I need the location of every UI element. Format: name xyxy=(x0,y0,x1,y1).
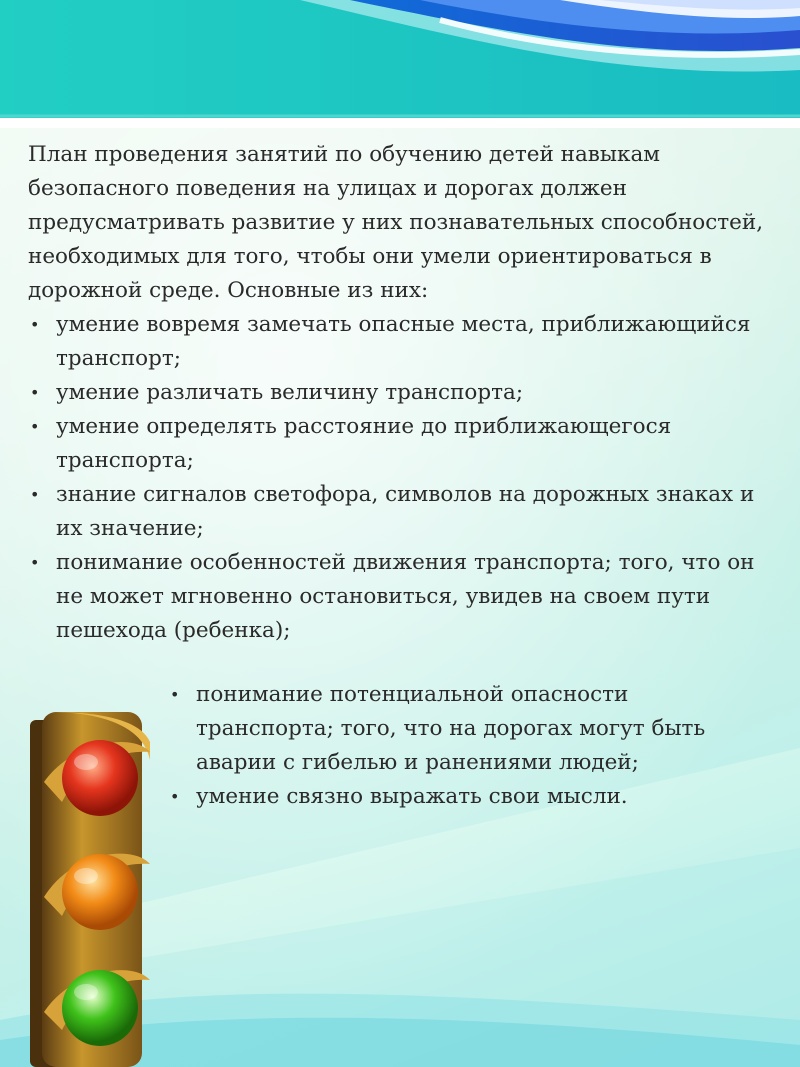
list-item: • умение определять расстояние до приближающегося транспорта; xyxy=(28,410,768,478)
list-item: • знание сигналов светофора, символов на дорожных знаках и их значение; xyxy=(28,478,768,546)
header-band xyxy=(0,0,800,128)
intro-paragraph: План проведения занятий по обучению детей навыкам безопасного поведения на улицах и дорогах должен предусматривать развитие у них познавательных способностей, необходимых для того, чтобы они умели ориентироваться в дорожной среде. Основные из них: xyxy=(28,142,764,303)
list-item: • понимание особенностей движения транспорта; того, что он не может мгновенно остановиться, увидев на своем пути пешехода (ребенка); xyxy=(28,546,768,648)
list-item: • умение вовремя замечать опасные места, приближающийся транспорт; xyxy=(28,308,768,376)
header-waves xyxy=(0,0,800,128)
main-text xyxy=(28,138,768,648)
list-item: • умение различать величину транспорта; xyxy=(28,376,768,410)
traffic-light-icon xyxy=(22,712,152,1067)
bullet-list-right xyxy=(168,678,768,814)
list-item: • понимание потенциальной опасности транспорта; того, что на дорогах могут быть аварии с гибелью и ранениями людей; xyxy=(168,678,768,780)
secondary-text xyxy=(168,678,768,814)
list-item: • умение связно выражать свои мысли. xyxy=(168,780,768,814)
bullet-list xyxy=(28,308,768,648)
